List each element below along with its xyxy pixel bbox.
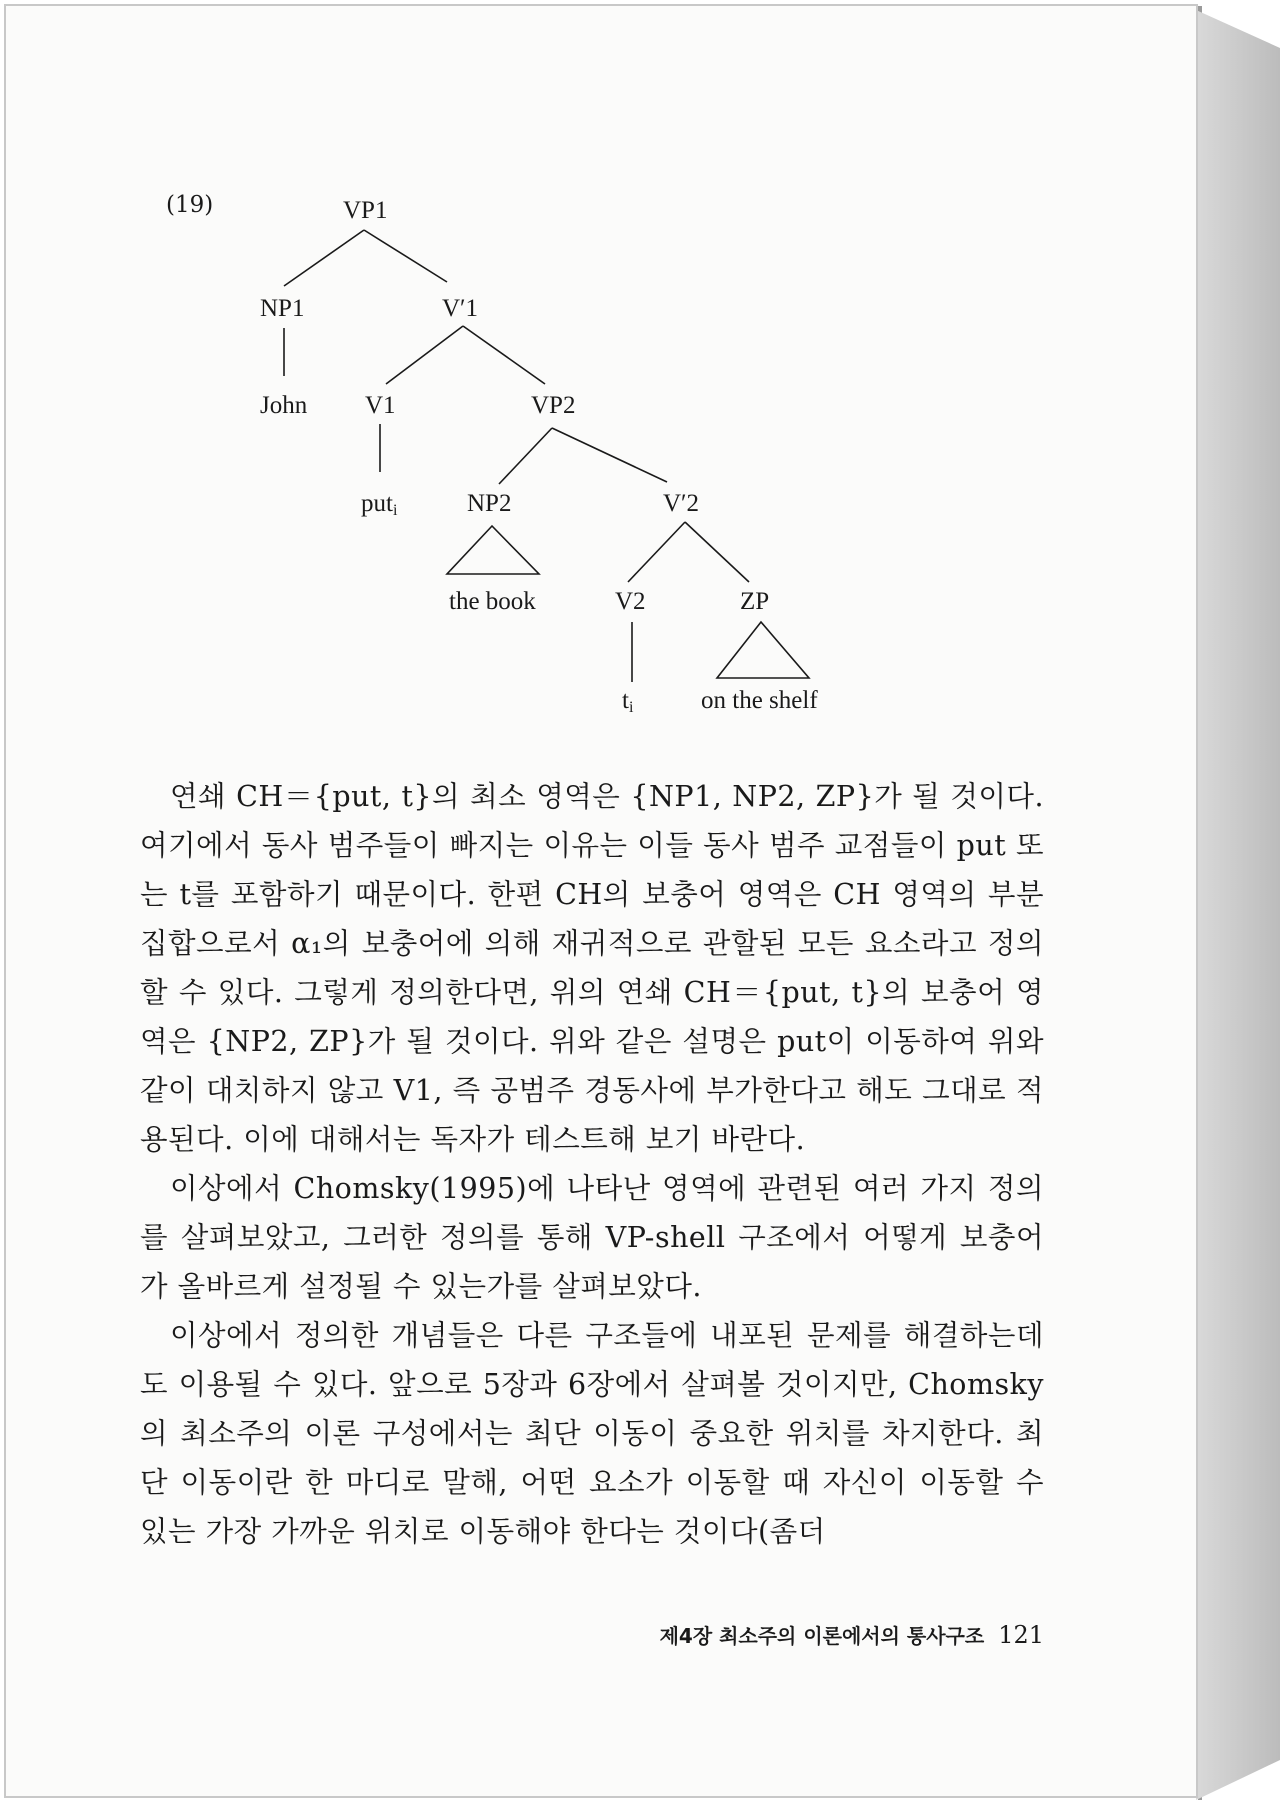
triangle-np2 [447, 526, 539, 574]
node-np2: NP2 [467, 490, 512, 517]
paragraph-3: 이상에서 정의한 개념들은 다른 구조들에 내포된 문제를 해결하는데도 이용될 수 있다. 앞으로 5장과 6장에서 살펴볼 것이지만, Chomsky의 최소주의 이론 구성에서는 최단 이동이 중요한 위치를 차지한다. 최단 이동이란 한 마디로 말해, 어떤 요소가 이동할 때 자신이 이동할 수 있는 가장 가까운 위치로 이동해야 한다는 것이다(좀더 [140, 1319, 1044, 1548]
node-v2: V2 [615, 588, 646, 615]
node-vp2: VP2 [531, 392, 576, 419]
body-text [140, 772, 1044, 1556]
chapter-title: 제4장 최소주의 이론에서의 통사구조 [659, 1624, 985, 1648]
paragraph-1: 연쇄 CH＝{put, t}의 최소 영역은 {NP1, NP2, ZP}가 될 것이다. 여기에서 동사 범주들이 빠지는 이유는 이들 동사 범주 교점들이 put 또는 t를 포함하기 때문이다. 한편 CH의 보충어 영역은 CH 영역의 부분집합으로서 α₁의 보충어에 의해 재귀적으로 관할된 모든 요소라고 정의할 수 있다. 그렇게 정의한다면, 위의 연쇄 CH＝{put, t}의 보충어 영역은 {NP2, ZP}가 될 것이다. 위와 같은 설명은 put이 이동하여 위와 같이 대치하지 않고 V1, 즉 공범주 경동사에 부가한다고 해도 그대로 적용된다. 이에 대해서는 독자가 테스트해 보기 바란다. [140, 780, 1044, 1156]
node-v2bar: V′2 [663, 490, 700, 517]
node-john: John [260, 392, 308, 419]
trace-index: i [628, 699, 634, 716]
example-number: (19) [166, 192, 214, 218]
node-v1: V1 [365, 392, 396, 419]
edge-vp2-np2 [499, 428, 552, 484]
edge-v2bar-zp [685, 522, 749, 582]
trace-word: t [622, 687, 629, 714]
edge-v2bar-v2 [628, 522, 685, 582]
node-vp1: VP1 [343, 197, 388, 224]
node-put [361, 490, 398, 519]
page-footer [600, 1620, 1044, 1649]
paragraph-2: 이상에서 Chomsky(1995)에 나타난 영역에 관련된 여러 가지 정의를 살펴보았고, 그러한 정의를 통해 VP-shell 구조에서 어떻게 보충어가 올바르게 설정될 수 있는가를 살펴보았다. [140, 1172, 1044, 1303]
edge-v1bar-vp2 [463, 326, 545, 384]
edge-vp2-v2bar [552, 428, 667, 482]
node-zp: ZP [740, 588, 770, 615]
node-v1bar: V′1 [442, 295, 479, 322]
page-number: 121 [998, 1621, 1044, 1649]
node-np1: NP1 [260, 295, 305, 322]
put-index: i [392, 502, 398, 519]
edge-vp1-v1bar [364, 230, 447, 282]
leaf-the-book: the book [449, 588, 536, 615]
leaf-trace [622, 687, 634, 716]
leaf-on-the-shelf: on the shelf [701, 687, 818, 714]
triangle-zp [717, 622, 809, 678]
put-word: put [361, 490, 393, 517]
edge-vp1-np1 [284, 230, 364, 286]
syntax-tree-diagram [0, 0, 1285, 760]
edge-v1bar-v1 [386, 326, 463, 384]
